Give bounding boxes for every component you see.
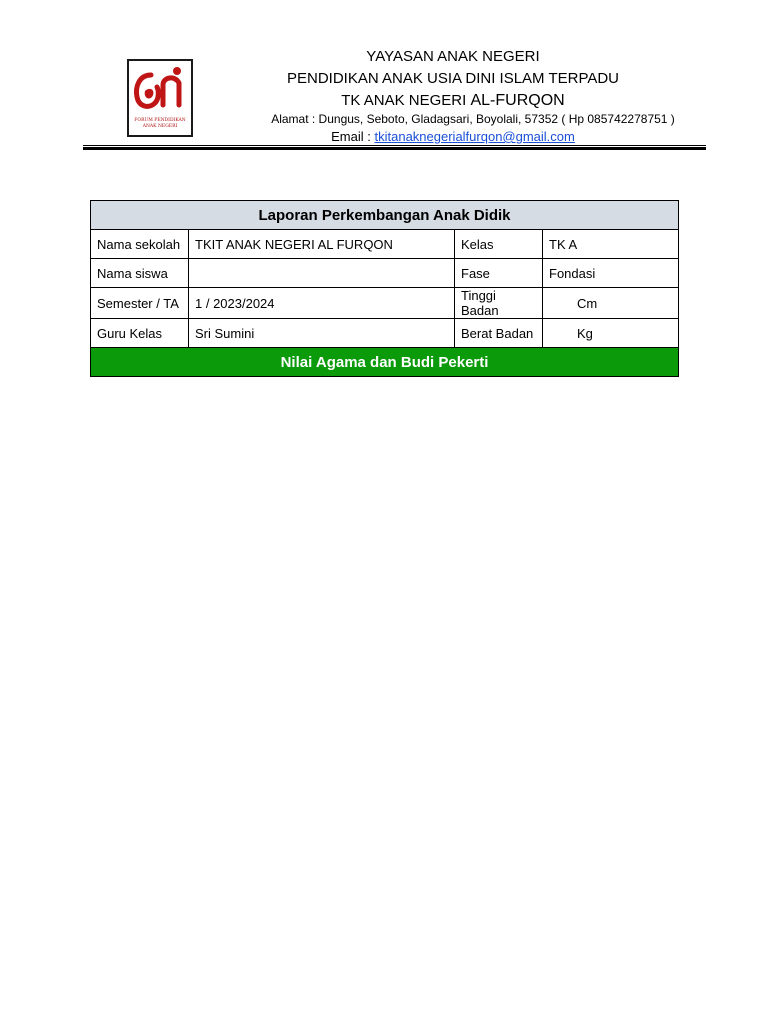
field-label: Kelas bbox=[455, 230, 543, 259]
report-table bbox=[90, 200, 679, 377]
email-link[interactable]: tkitanaknegerialfurqon@gmail.com bbox=[374, 129, 575, 144]
table-row bbox=[91, 319, 679, 348]
education-type: PENDIDIKAN ANAK USIA DINI ISLAM TERPADU bbox=[286, 70, 620, 87]
section-heading-row bbox=[91, 348, 679, 377]
field-value bbox=[189, 259, 455, 288]
field-label: Nama sekolah bbox=[91, 230, 189, 259]
logo-text-line1: FORUM PENDIDIKAN bbox=[134, 118, 186, 123]
school-name-prefix: TK ANAK NEGERI bbox=[341, 92, 467, 109]
email-label: Email : bbox=[331, 129, 371, 144]
table-row bbox=[91, 259, 679, 288]
header-rule-thick bbox=[83, 147, 706, 150]
field-value: 1 / 2023/2024 bbox=[189, 288, 455, 319]
foundation-name: YAYASAN ANAK NEGERI bbox=[366, 48, 540, 65]
field-label: Semester / TA bbox=[91, 288, 189, 319]
field-value: Sri Sumini bbox=[189, 319, 455, 348]
field-value: Kg bbox=[543, 319, 679, 348]
field-label: Berat Badan bbox=[455, 319, 543, 348]
section-heading: Nilai Agama dan Budi Pekerti bbox=[91, 348, 679, 377]
an-logo-icon bbox=[129, 61, 191, 117]
school-email bbox=[200, 129, 706, 144]
field-label: Tinggi Badan bbox=[455, 288, 543, 319]
field-value: Fondasi bbox=[543, 259, 679, 288]
table-row bbox=[91, 230, 679, 259]
report-title: Laporan Perkembangan Anak Didik bbox=[91, 201, 679, 230]
field-value: Cm bbox=[543, 288, 679, 319]
field-value: TK A bbox=[543, 230, 679, 259]
field-value: TKIT ANAK NEGERI AL FURQON bbox=[189, 230, 455, 259]
school-logo bbox=[127, 59, 193, 137]
field-label: Guru Kelas bbox=[91, 319, 189, 348]
school-name bbox=[200, 92, 706, 110]
report-title-row bbox=[91, 201, 679, 230]
table-row bbox=[91, 288, 679, 319]
header-rule-thin bbox=[83, 145, 706, 146]
logo-text-line2: ANAK NEGERI bbox=[142, 124, 178, 129]
school-name-suffix: AL-FURQON bbox=[470, 92, 565, 109]
school-address: Alamat : Dungus, Seboto, Gladagsari, Boyolali, 57352 ( Hp 085742278751 ) bbox=[271, 112, 675, 126]
field-label: Nama siswa bbox=[91, 259, 189, 288]
field-label: Fase bbox=[455, 259, 543, 288]
